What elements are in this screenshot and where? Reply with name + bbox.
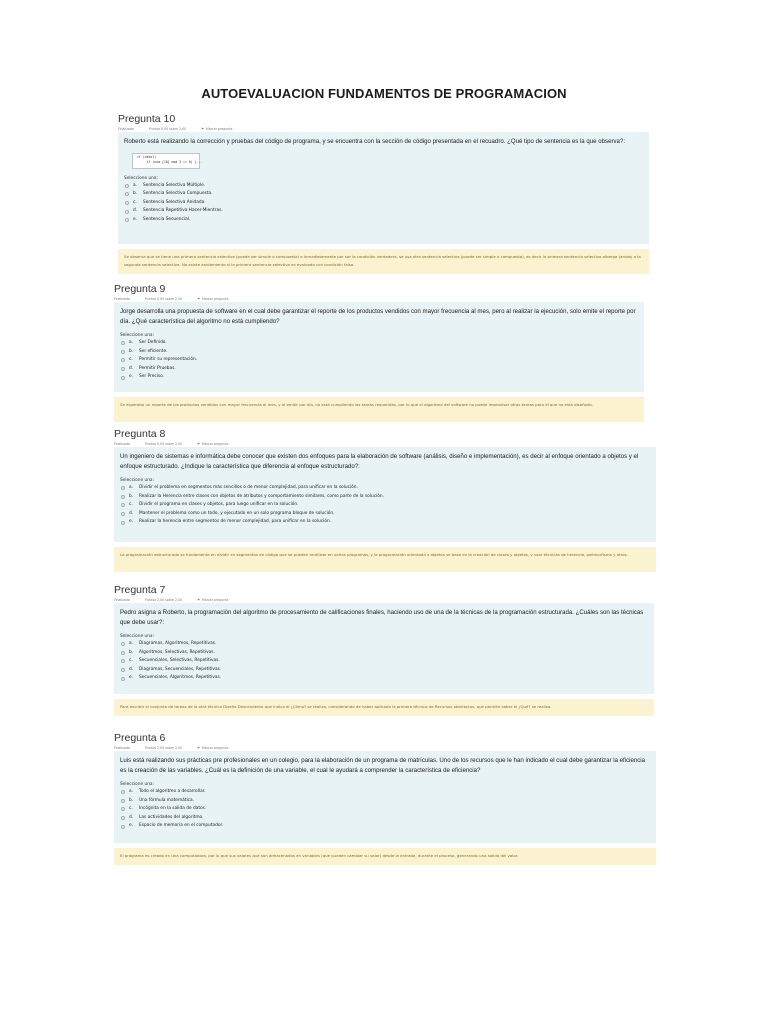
option-text: Sentencia Repetitiva Hacer-Mientras.	[143, 208, 223, 214]
option-letter: b.	[133, 191, 138, 197]
answer-option[interactable]	[124, 207, 643, 216]
flag-icon: ⚑	[197, 442, 200, 446]
option-text: Todo el algoritmo a desarrollar.	[139, 789, 206, 794]
question-title: Pregunta 9	[114, 283, 166, 295]
answer-option[interactable]	[120, 674, 648, 683]
feedback-box: La programación estructurada se fundamenta en dividir en segmentos de código que se pueden reutilizar en varios programas, y la programación orientada a objetos se basa en la creación de clases y objetos, y usar técnicas de herencia, polimorfismo y otros.	[114, 547, 656, 572]
question-block	[114, 584, 654, 716]
option-text: Diagramas, Algoritmos, Repetitivas.	[139, 641, 217, 646]
option-text: Una fórmula matemática.	[139, 797, 195, 803]
option-letter: b.	[129, 649, 134, 655]
answer-option[interactable]	[120, 365, 638, 374]
question-status: Finalizado	[114, 442, 130, 446]
radio-icon[interactable]	[125, 210, 129, 214]
option-text: Permitir su representación.	[139, 357, 198, 363]
option-text: Incógnita en la salida de datos.	[139, 806, 207, 812]
question-status: Finalizado	[114, 297, 130, 301]
option-letter: c.	[129, 806, 133, 812]
question-title: Pregunta 7	[114, 584, 166, 596]
flag-icon: ⚑	[197, 297, 200, 301]
question-text: Luis está realizando sus prácticas pre profesionales en un colegio, para la elaboración de un programa de matrículas. Uno de los recursos que le han indicado el cual debe garantizar la eficiencia es la creación de las variables. ¿Cuál es la definición de una variable, el cual le ayudará a comprender la característica de eficiencia?	[120, 757, 646, 774]
question-title: Pregunta 10	[118, 113, 176, 125]
question-text: Pedro asigna a Roberto, la programación del algoritmo de procesamiento de calificaciones finales, haciendo uso de una de la técnicas de la programación estructurada. ¿Cuáles son las técnicas que debe usar?:	[120, 609, 644, 626]
radio-icon[interactable]	[125, 201, 129, 205]
answer-option[interactable]	[120, 788, 650, 797]
question-status: Finalizado	[114, 598, 130, 602]
question-status: Finalizado	[114, 746, 130, 750]
answer-option[interactable]	[124, 199, 643, 208]
option-text: Permitir Pruebas.	[139, 365, 176, 371]
flag-question-label: Marcar pregunta	[201, 297, 229, 301]
flag-question-label: Marcar pregunta	[201, 746, 229, 750]
feedback-box: Se esperaba un reporte de los productos vendidos con mayor frecuencia al mes, y al emitir por día, no está cumpliendo las tareas requeridas, por lo que el algoritmo del software no puede improvisar otras tareas para el que no está diseñado.	[114, 397, 644, 422]
radio-icon[interactable]	[121, 668, 125, 672]
option-letter: e.	[129, 675, 134, 681]
radio-icon[interactable]	[121, 807, 125, 811]
option-text: Realizar la herencia entre segmentos de menor complejidad, para unificar en la solución.	[139, 519, 332, 525]
option-text: Sentencia Selectiva Compuesta.	[143, 191, 213, 197]
option-text: Realizar la Herencia entre clases con objetos de atributos y comportamiento similares, como parte de la solución.	[139, 493, 384, 499]
option-text: Secuenciales, Selectivas, Repetitivas.	[139, 658, 220, 664]
answer-option[interactable]	[120, 657, 648, 666]
question-title: Pregunta 8	[114, 428, 166, 440]
option-letter: e.	[129, 374, 134, 380]
question-block	[118, 113, 649, 274]
flag-question-link[interactable]	[197, 746, 242, 750]
radio-icon[interactable]	[121, 486, 125, 490]
feedback-box: El programa es creado en una computadora, por lo que sus valores que son almacenados en variables (que pueden cambiar su valor) desde la entrada, durante el proceso, generando una salida del valor.	[114, 848, 656, 865]
option-letter: c.	[129, 502, 133, 508]
radio-icon[interactable]	[125, 184, 129, 188]
answer-option[interactable]	[124, 190, 643, 199]
question-box	[114, 302, 644, 392]
option-text: Secuenciales, Algoritmos, Repetitivas.	[139, 675, 222, 681]
answer-option[interactable]	[124, 216, 643, 225]
radio-icon[interactable]	[121, 659, 125, 663]
flag-question-label: Marcar pregunta	[201, 442, 229, 446]
flag-question-link[interactable]	[197, 442, 242, 446]
radio-icon[interactable]	[121, 341, 125, 345]
option-letter: d.	[129, 814, 134, 820]
answer-option[interactable]	[120, 348, 638, 357]
question-block	[114, 732, 656, 865]
option-letter: c.	[133, 199, 137, 205]
option-letter: a.	[129, 485, 133, 490]
radio-icon[interactable]	[121, 350, 125, 354]
radio-icon[interactable]	[121, 495, 125, 499]
answer-option[interactable]	[120, 666, 648, 675]
option-text: Sentencia Selectiva Anidada.	[143, 199, 206, 205]
flag-icon: ⚑	[197, 746, 200, 750]
option-letter: a.	[129, 641, 133, 646]
option-letter: e.	[129, 823, 134, 829]
flag-icon: ⚑	[197, 598, 200, 602]
question-block	[114, 428, 656, 572]
radio-icon[interactable]	[121, 799, 125, 803]
option-text: Las actividades del algoritmo.	[139, 814, 204, 820]
radio-icon[interactable]	[121, 376, 125, 380]
option-letter: d.	[129, 666, 134, 672]
radio-icon[interactable]	[121, 825, 125, 829]
feedback-box: Se observa que se tiene una primera sentencia selectiva (puede ser simple o compuesta) e inmediatamente por ser la condición verdadera, se usa otra sentencia selectiva (puede ser simple o compuesta), es decir la primera sentencia selectiva alberga (anida) a la segunda sentencia selectiva. No existe anidamiento si la primera sentencia selectiva es evaluada con condición falsa.	[118, 249, 649, 274]
question-text: Jorge desarrolla una propuesta de software en el cual debe garantizar el reporte de los productos vendidos con mayor frecuencia al mes, pero al realizar la ejecución, solo emite el reporte por día. ¿Qué característica del algoritmo no está cumpliendo?	[120, 308, 636, 325]
option-text: Espacio de memoria en el computador.	[139, 823, 224, 829]
radio-icon[interactable]	[121, 512, 125, 516]
question-block	[114, 283, 644, 422]
option-letter: d.	[129, 510, 134, 516]
flag-question-link[interactable]	[197, 297, 242, 301]
answer-option[interactable]	[120, 373, 638, 382]
answer-option[interactable]	[120, 518, 650, 527]
question-score: Puntúa 0,00 sobre 2,00	[144, 442, 183, 446]
option-letter: b.	[129, 797, 134, 803]
option-letter: a.	[129, 340, 133, 345]
question-text: Un ingeniero de sistemas e informática debe conocer que existen dos enfoques para la elaboración de software (análisis, diseño e implementación), es decir al enfoque orientado a objetos y el enfoque estructurado. ¿Indique la característica que diferencia al enfoque estructurado?:	[120, 453, 639, 470]
option-letter: b.	[129, 348, 134, 354]
answer-option[interactable]	[120, 640, 648, 649]
option-letter: e.	[129, 519, 134, 525]
answer-option[interactable]	[120, 356, 638, 365]
code-line: if (num [10] mod 2 == 0) {...	[137, 159, 203, 164]
option-text: Sentencia Selectiva Múltiple.	[143, 182, 206, 188]
feedback-box: Para escribir el conjunto de tareas de la otra técnica Diseño Descendente que indica el ¿Cómo? se realiza, considerando de haber aplicado la primera técnica de Recursos abstractos, que permite saber el ¿Qué? se realiza.	[114, 699, 654, 716]
answer-option[interactable]	[120, 339, 638, 348]
answer-option[interactable]	[120, 805, 650, 814]
question-score: Puntúa 2,00 sobre 2,00	[144, 598, 183, 602]
answer-option[interactable]	[120, 649, 648, 658]
radio-icon[interactable]	[121, 790, 125, 794]
select-one-label: Seleccione una:	[124, 175, 159, 181]
document-title: AUTOEVALUACION FUNDAMENTOS DE PROGRAMACION	[201, 86, 567, 101]
answer-option[interactable]	[120, 814, 650, 823]
question-status: Finalizado	[118, 127, 134, 131]
answer-option[interactable]	[120, 822, 650, 831]
answer-option[interactable]	[120, 501, 650, 510]
option-letter: c.	[129, 357, 133, 363]
option-text: Ser Definido.	[139, 340, 167, 345]
option-letter: b.	[129, 493, 134, 499]
option-letter: d.	[133, 208, 138, 214]
question-text: Roberto está realizando la corrección y pruebas del código de programa, y se encuentra con la sección de código presentada en el recuadro. ¿Qué tipo de sentencia es la que observa?:	[124, 138, 626, 145]
code-line: if (dato1)	[137, 154, 157, 159]
option-letter: a.	[133, 182, 137, 188]
option-text: Sentencia Secuencial.	[143, 216, 191, 222]
option-text: Diagramas, Secuenciales, Repetitivas.	[139, 666, 222, 672]
option-text: Mantener el problema como un todo, y ejecutado en un solo programa bloque de solución.	[139, 510, 335, 516]
option-text: Dividir el programa en clases y objetos, para luego unificar en la solución.	[139, 502, 299, 508]
option-letter: c.	[129, 658, 133, 664]
option-letter: e.	[133, 216, 138, 222]
select-one-label: Seleccione una:	[120, 333, 155, 338]
flag-question-link[interactable]	[197, 598, 242, 602]
select-one-label: Seleccione una:	[120, 478, 155, 483]
radio-icon[interactable]	[121, 642, 125, 646]
option-letter: a.	[129, 789, 133, 794]
radio-icon[interactable]	[121, 503, 125, 507]
radio-icon[interactable]	[125, 192, 129, 196]
option-text: Algoritmos, Selectivas, Repetitivas.	[139, 649, 215, 655]
flag-icon: ⚑	[201, 127, 204, 131]
select-one-label: Seleccione una:	[120, 634, 155, 639]
answer-option[interactable]	[124, 182, 643, 191]
radio-icon[interactable]	[121, 816, 125, 820]
option-text: Ser eficiente.	[139, 348, 168, 354]
radio-icon[interactable]	[125, 218, 129, 222]
code-snippet	[132, 153, 203, 169]
answer-option[interactable]	[120, 797, 650, 806]
option-text: Dividir el problema en segmentos más sencillos o de menor complejidad, para unificar en la solución.	[139, 485, 358, 490]
radio-icon[interactable]	[121, 358, 125, 362]
question-score: Puntúa 0,00 sobre 2,00	[148, 127, 187, 131]
question-title: Pregunta 6	[114, 732, 166, 744]
option-letter: d.	[129, 365, 134, 371]
radio-icon[interactable]	[121, 651, 125, 655]
flag-question-label: Marcar pregunta	[205, 127, 233, 131]
question-box	[118, 132, 649, 244]
answer-option[interactable]	[120, 510, 650, 519]
radio-icon[interactable]	[121, 677, 125, 681]
option-text: Ser Preciso.	[139, 374, 165, 380]
answer-option[interactable]	[120, 493, 650, 502]
question-box	[114, 603, 654, 694]
answer-option[interactable]	[120, 484, 650, 493]
flag-question-label: Marcar pregunta	[201, 598, 229, 602]
flag-question-link[interactable]	[201, 127, 246, 131]
question-box	[114, 447, 656, 542]
question-score: Puntúa 2,00 sobre 2,00	[144, 746, 183, 750]
question-box	[114, 751, 656, 843]
radio-icon[interactable]	[121, 521, 125, 525]
question-score: Puntúa 0,00 sobre 2,00	[144, 297, 183, 301]
radio-icon[interactable]	[121, 367, 125, 371]
select-one-label: Seleccione una:	[120, 782, 155, 787]
